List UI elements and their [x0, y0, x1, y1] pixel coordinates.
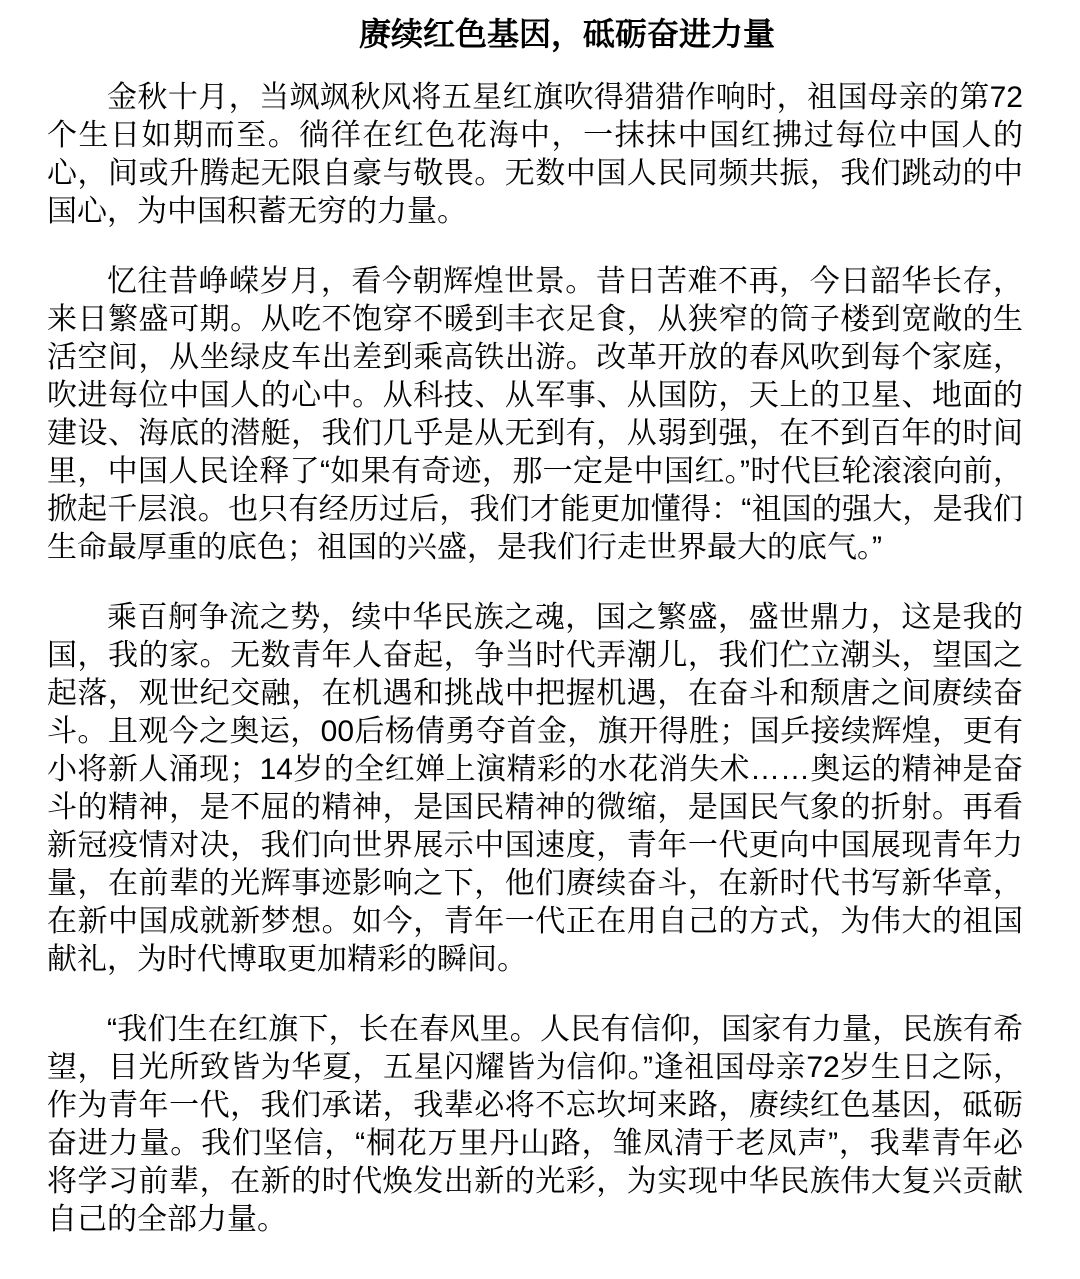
paragraph-history: 忆往昔峥嵘岁月，看今朝辉煌世景。昔日苦难不再，今日韶华长存，来日繁盛可期。从吃不饱穿不暖到丰衣足食，从狭窄的筒子楼到宽敞的生活空间，从坐绿皮车出差到乘高铁出游。改革开放的春风吹到每个家庭，吹进每位中国人的心中。从科技、从军事、从国防，天上的卫星、地面的建设、海底的潜艇，我们几乎是从无到有，从弱到强，在不到百年的时间里，中国人民诠释了“如果有奇迹，那一定是中国红。”时代巨轮滚滚向前，掀起千层浪。也只有经历过后，我们才能更加懂得：“祖国的强大，是我们生命最厚重的底色；祖国的兴盛，是我们行走世界最大的底气。” — [47, 265, 1023, 564]
paragraph-conclusion: “我们生在红旗下，长在春风里。人民有信仰，国家有力量，民族有希望，目光所致皆为华夏，五星闪耀皆为信仰。”逢祖国母亲72岁生日之际，作为青年一代，我们承诺，我辈必将不忘坎坷来路，赓续红色基因，砥砺奋进力量。我们坚信，“桐花万里丹山路，雏凤清于老凤声”，我辈青年必将学习前辈，在新的时代焕发出新的光彩，为实现中华民族伟大复兴贡献自己的全部力量。 — [47, 1013, 1023, 1236]
paragraph-youth: 乘百舸争流之势，续中华民族之魂，国之繁盛，盛世鼎力，这是我的国，我的家。无数青年人奋起，争当时代弄潮儿，我们伫立潮头，望国之起落，观世纪交融，在机遇和挑战中把握机遇，在奋斗和颓唐之间赓续奋斗。且观今之奥运，00后杨倩勇夺首金，旗开得胜；国乒接续辉煌，更有小将新人涌现；14岁的全红婵上演精彩的水花消失术……奥运的精神是奋斗的精神，是不屈的精神，是国民精神的微缩，是国民气象的折射。再看新冠疫情对决，我们向世界展示中国速度，青年一代更向中国展现青年力量，在前辈的光辉事迹影响之下，他们赓续奋斗，在新时代书写新华章，在新中国成就新梦想。如今，青年一代正在用自己的方式，为伟大的祖国献礼，为时代博取更加精彩的瞬间。 — [47, 601, 1023, 976]
paragraph-intro: 金秋十月，当飒飒秋风将五星红旗吹得猎猎作响时，祖国母亲的第72个生日如期而至。徜徉在红色花海中，一抹抹中国红拂过每位中国人的心，间或升腾起无限自豪与敬畏。无数中国人民同频共振，我们跳动的中国心，为中国积蓄无穷的力量。 — [47, 81, 1023, 228]
document-title: 赓续红色基因，砥砺奋进力量 — [358, 16, 775, 52]
